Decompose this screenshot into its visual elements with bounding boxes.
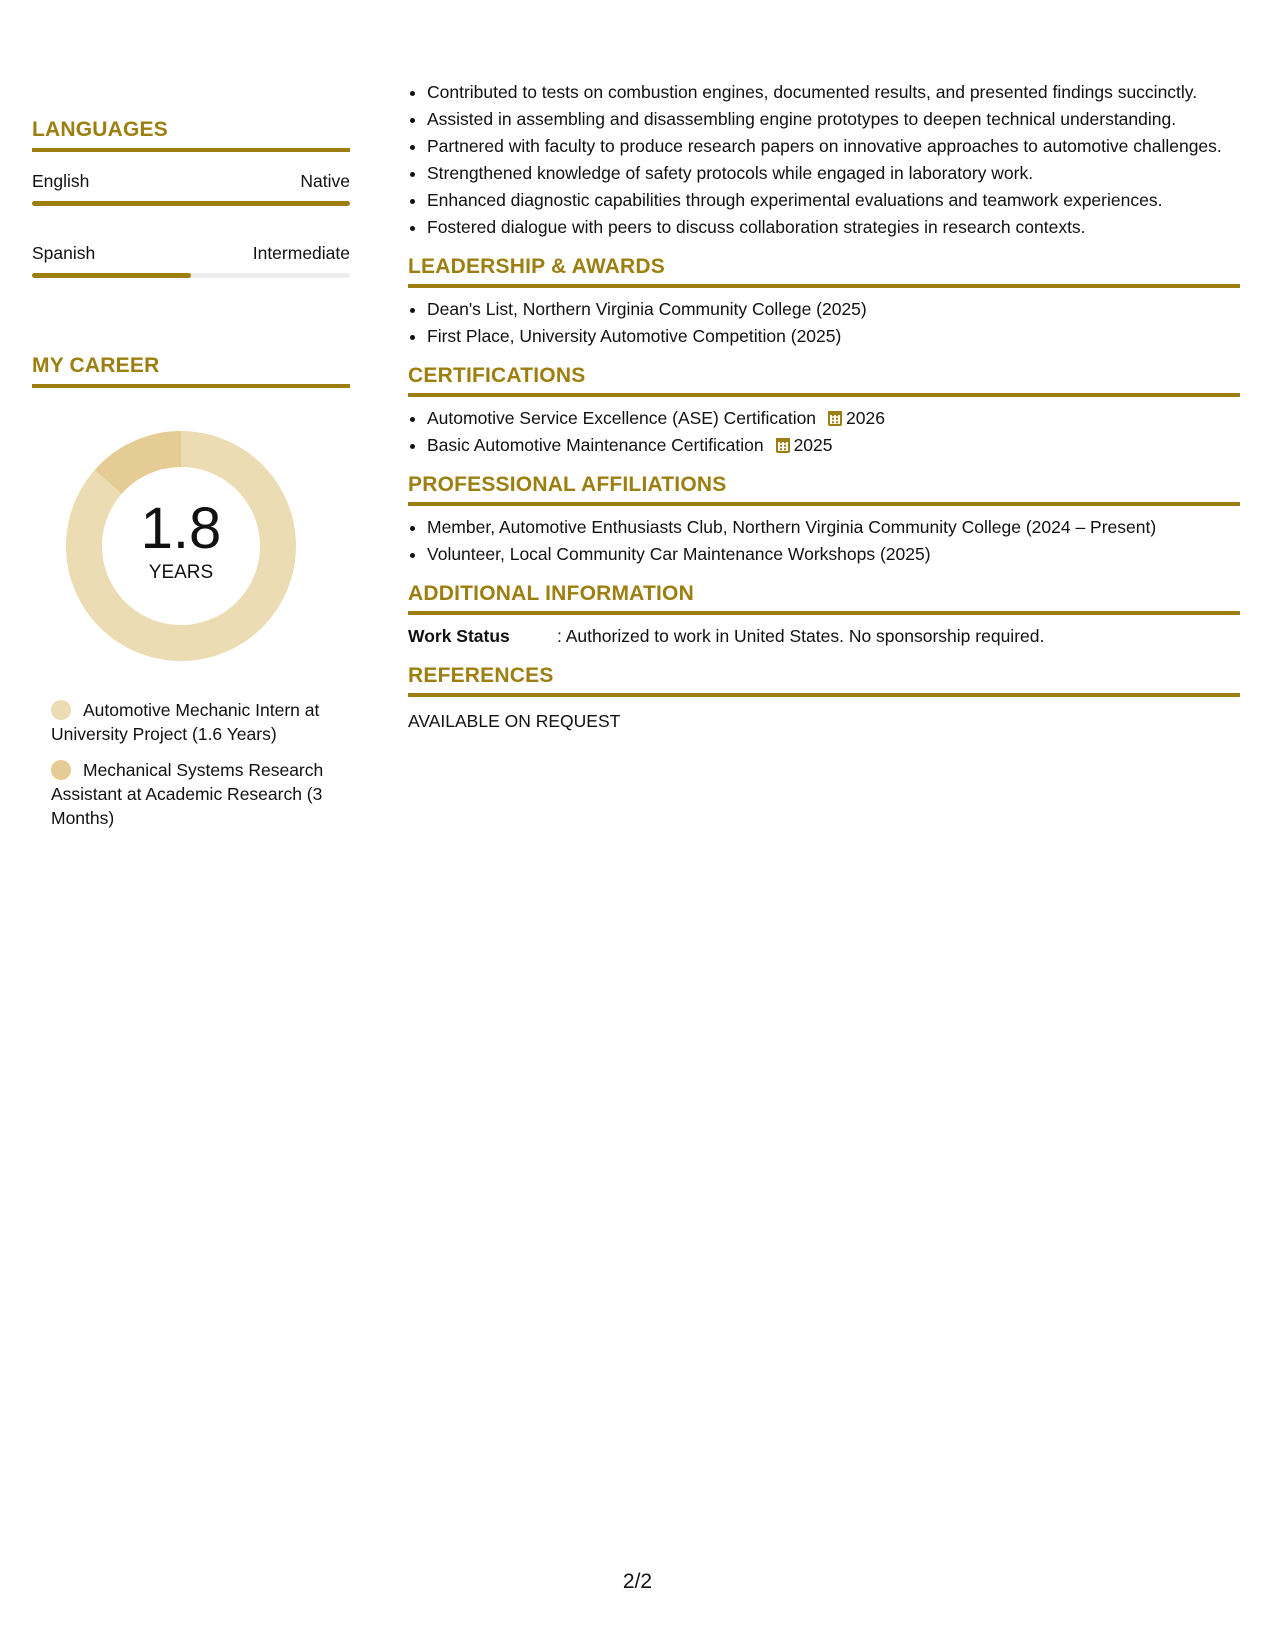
list-item: • Volunteer, Local Community Car Maintenance Workshops (2025) bbox=[427, 542, 1240, 566]
career-title: MY CAREER bbox=[32, 354, 350, 388]
legend-item bbox=[51, 698, 341, 746]
language-english bbox=[32, 170, 350, 206]
language-name: Spanish bbox=[32, 243, 96, 263]
list-item: • Fostered dialogue with peers to discuss collaboration strategies in research contexts. bbox=[427, 215, 1240, 239]
right-column bbox=[408, 80, 1240, 733]
language-spanish bbox=[32, 242, 350, 278]
experience-bullets bbox=[408, 80, 1240, 239]
leadership-section bbox=[408, 255, 1240, 348]
additional-title: ADDITIONAL INFORMATION bbox=[408, 582, 1240, 615]
legend-dot bbox=[51, 700, 71, 720]
references-section bbox=[408, 664, 1240, 733]
career-total: 1.8 bbox=[140, 496, 222, 561]
legend-label: Automotive Mechanic Intern at University Project (1.6 Years) bbox=[51, 700, 320, 744]
certification-year: 2026 bbox=[846, 408, 885, 428]
list-item: • Strengthened knowledge of safety protocols while engaged in laboratory work. bbox=[427, 161, 1240, 185]
work-status-row bbox=[408, 624, 1240, 648]
left-column bbox=[32, 118, 350, 842]
career-unit: YEARS bbox=[148, 562, 214, 583]
proficiency-fill bbox=[32, 201, 350, 206]
certification-name: Basic Automotive Maintenance Certification bbox=[427, 435, 764, 455]
legend-label: Mechanical Systems Research Assistant at Academic Research (3 Months) bbox=[51, 760, 324, 828]
career-legend bbox=[51, 698, 341, 830]
list-item: • Partnered with faculty to produce research papers on innovative approaches to automotive challenges. bbox=[427, 134, 1240, 158]
certification-name: Automotive Service Excellence (ASE) Certification bbox=[427, 408, 817, 428]
affiliations-section bbox=[408, 473, 1240, 566]
language-name: English bbox=[32, 171, 90, 191]
affiliations-title: PROFESSIONAL AFFILIATIONS bbox=[408, 473, 1240, 506]
certification-year: 2025 bbox=[793, 435, 833, 455]
certification-item bbox=[427, 406, 1240, 430]
languages-title: LANGUAGES bbox=[32, 118, 350, 152]
proficiency-bar bbox=[32, 273, 350, 278]
certification-item bbox=[427, 433, 1240, 457]
language-level: Native bbox=[300, 171, 350, 191]
work-status-value: : Authorized to work in United States. No sponsorship required. bbox=[557, 626, 1045, 646]
references-title: REFERENCES bbox=[408, 664, 1240, 697]
list-item: • Member, Automotive Enthusiasts Club, Northern Virginia Community College (2024 – Present) bbox=[427, 515, 1240, 539]
additional-section bbox=[408, 582, 1240, 648]
list-item: • Contributed to tests on combustion engines, documented results, and presented findings succinctly. bbox=[427, 80, 1240, 104]
career-section bbox=[32, 354, 350, 830]
proficiency-bar bbox=[32, 201, 350, 206]
language-level: Intermediate bbox=[252, 243, 350, 263]
calendar-icon bbox=[828, 411, 842, 426]
list-item: • First Place, University Automotive Competition (2025) bbox=[427, 324, 1240, 348]
legend-dot bbox=[51, 760, 71, 780]
work-status-label: Work Status bbox=[408, 626, 510, 646]
calendar-icon bbox=[776, 438, 790, 453]
references-text: AVAILABLE ON REQUEST bbox=[408, 711, 621, 731]
list-item: • Assisted in assembling and disassembling engine prototypes to deepen technical understanding. bbox=[427, 107, 1240, 131]
list-item: • Enhanced diagnostic capabilities through experimental evaluations and teamwork experiences. bbox=[427, 188, 1240, 212]
list-item: • Dean's List, Northern Virginia Community College (2025) bbox=[427, 297, 1240, 321]
proficiency-fill bbox=[32, 273, 191, 278]
page-number: 2/2 bbox=[622, 1570, 653, 1593]
leadership-title: LEADERSHIP & AWARDS bbox=[408, 255, 1240, 288]
certifications-title: CERTIFICATIONS bbox=[408, 364, 1240, 397]
career-donut-chart bbox=[66, 431, 296, 661]
legend-item bbox=[51, 758, 341, 830]
certifications-section bbox=[408, 364, 1240, 457]
